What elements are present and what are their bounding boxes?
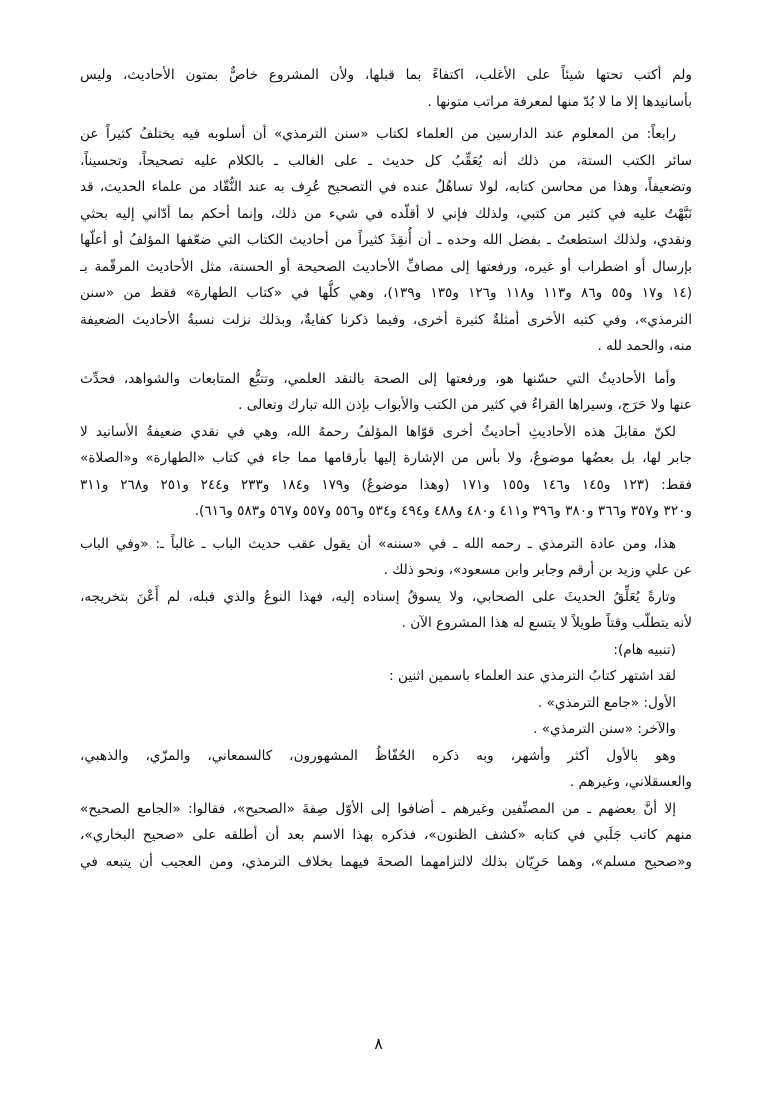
text-line: لقد اشتهر كتابُ الترمذي عند العلماء باسمين اثنين : — [389, 668, 676, 684]
text-line: وأما الأحاديثُ التي حسّنها هو، ورفعتها إلى الصحة بالنقد العلمي، وتتبُّع المتابعات والشواهد، فحدِّث — [80, 370, 676, 387]
text-line: وهو بالأول أكثر وأشهر، وبه ذكره الحُفّاظُ المشهورون، كالسمعاني، والمزّي، والذهبي، — [80, 747, 676, 764]
text-line: نَبَّهْتُ عليه في كثير من كتبي، ولذلك فإني لا أقلّده في شيء من ذلك، وإنما أحكم بما أدّاني إليه بحثي — [80, 205, 692, 222]
text-line: لأنه يتطلّب وقتاً طويلاً لا يتسع له هذا المشروع الآن . — [401, 615, 692, 631]
text-line: (تنبيه هام): — [613, 641, 676, 658]
text-line: هذا، ومن عادة الترمذي ـ رحمه الله ـ في «سننه» أن يقول عقب حديث الباب ـ غالباً ـ: «وفي الباب — [80, 535, 676, 552]
text-line: رابعاً: من المعلوم عند الدارسين من العلماء لكتاب «سنن الترمذي» أن أسلوبه فيه يختلفُ كثيراً عن — [80, 126, 676, 142]
body-text — [80, 62, 692, 875]
text-line: الترمذي»، وفي كتبه الأخرى أمثلةٌ كثيرة أخرى، وفيما ذكرنا كفايةٌ، وبذلك نزلت نسبةُ الأحاديث الضعيفة — [80, 311, 692, 328]
text-line: ولم أكتب تحتها شيئاً على الأغلب، اكتفاءً بما قبلها، ولأن المشروع خاصٌّ بمتون الأحاديث، وليس — [80, 67, 692, 83]
text-line: منه، والحمد لله . — [597, 338, 692, 354]
text-line: جابر لها، بل بعضُها موضوعٌ، ولا بأس من الإشارة إليها بأرقامها مما جاء في كتاب «الطهارة» و«الصلاة» — [80, 450, 692, 466]
text-line: بإرسال أو اضطراب أو غيره، ورفعتها إلى مصافِّ الأحاديث الصحيحة أو الحسنة، مثل الأحاديث المرقّمة بـ — [80, 258, 692, 275]
text-line: (١٤ و١٧ و٥٥ و٨٦ و١١٣ و١١٨ و١٢٦ و١٣٥ و١٣٩)، وهي كلُّها في «كتاب الطهارة» فقط من «سنن — [80, 285, 692, 301]
page-number: ٨ — [374, 1034, 383, 1053]
text-line: لكنّ مقابلَ هذه الأحاديثِ أحاديثُ أخرى قوّاها المؤلفُ رحمهُ الله، وهي في نقدي ضعيفةُ الأسانيد لا — [80, 423, 676, 440]
text-line: و«صحيح مسلم»، وهما حَرِيّان بذلك لالتزامهما الصحةَ فيهما بخلاف الترمذي، ومن العجيب أن يتبعه في — [80, 853, 692, 870]
text-line: سائر الكتب الستة، من ذلك أنه يُعَقِّبُ كل حديث ـ على الغالب ـ بالكلام عليه تصحيحاً، وتحسيناً، — [80, 152, 692, 169]
text-line: الأول: «جامع الترمذي» . — [537, 694, 676, 711]
text-line: و٣٢٠ و٣٥٧ و٣٦٦ و٣٨٠ و٣٩٦ و٤١١ و٤٨٠ و٤٨٨ و٤٩٤ و٥٣٤ و٥٥٦ و٥٥٧ و٥٦٧ و٥٨٣ و٦١٦). — [194, 503, 692, 519]
text-line: وتارةً يُعَلِّقُ الحديثَ على الصحابي، ولا يسوقُ إسناده إليه، فهذا النوعُ والذي قبله، لم أَعْنَ بتخريجه، — [80, 588, 676, 605]
text-line: والعسقلاني، وغيرهم . — [569, 774, 692, 790]
text-line: عنها ولا حَرَج، وسيراها القراءُ في كثير من الكتب والأبواب بإذن الله تبارك وتعالى . — [238, 397, 692, 413]
text-line: والآخر: «سنن الترمذي» . — [533, 721, 676, 737]
text-line: إلا أنَّ بعضهم ـ من المصنِّفين وغيرهم ـ أضافوا إلى الأوّل صِفةَ «الصحيح»، فقالوا: «الجامع الصحيح» — [80, 800, 676, 817]
text-line: بأسانيدها إلا ما لا بُدّ منها لمعرفة مراتب متونها . — [427, 93, 692, 110]
text-line: ونقدي، ولذلك استطعتُ ـ بفضل الله وحده ـ أن أُنقِذَ كثيراً من أحاديث الكتاب التي ضعّفها المؤلفُ أو أعلّها — [80, 232, 692, 248]
text-line: عن علي وزيد بن أرقم وجابر وابن مسعود»، ونحو ذلك . — [383, 562, 692, 578]
text-line: منهم كاتب جَلَبي في كتابه «كشف الظنون»، فذكره بهذا الاسم بعد أن أطلقه على «صحيح البخاري»، — [80, 827, 692, 843]
text-line: وتضعيفاً، وهذا من محاسن كتابه، لولا تساهُلٌ عنده في التصحيح عُرِف به عند النُّقّاد من علماء الحديث، قد — [80, 179, 692, 195]
text-line: فقط: (١٢٣ و١٤٥ و١٤٦ و١٥٥ و١٧١ (وهذا موضوعٌ) و١٧٩ و١٨٤ و٢٣٣ و٢٤٤ و٢٥١ و٢٦٨ و٣١١ — [80, 476, 692, 493]
